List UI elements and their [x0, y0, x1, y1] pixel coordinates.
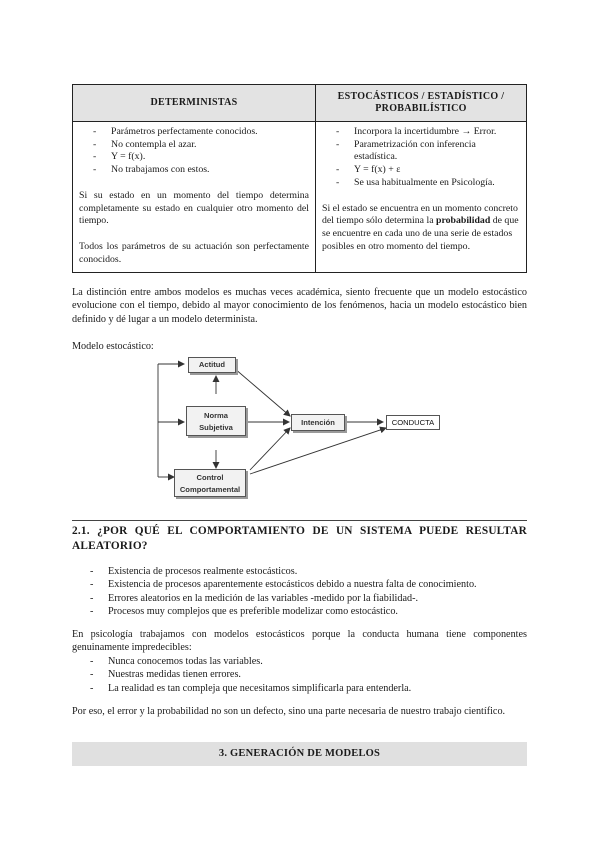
unpredictability-reasons [72, 655, 527, 695]
list-item: - No trabajamos con estos. [79, 164, 309, 177]
header-deterministas: DETERMINISTAS [73, 85, 316, 122]
actitud-box: Actitud [188, 357, 236, 373]
psychology-paragraph: En psicología trabajamos con modelos estocásticos porque la conducta humana tiene componentes genuinamente impredecibles: [72, 629, 527, 654]
header-estocasticos: ESTOCÁSTICOS / ESTADÍSTICO / PROBABILÍSTICO [316, 85, 527, 122]
random-behavior-reasons [72, 565, 527, 618]
conducta-box: CONDUCTA [386, 415, 440, 430]
models-comparison-table [72, 84, 527, 273]
list-item: - Existencia de procesos aparentemente estocásticos debido a nuestra falta de conocimiento. [72, 578, 527, 591]
list-item: - Y = f(x). [79, 151, 309, 164]
list-item: - Procesos muy complejos que es preferible modelizar como estocástico. [72, 605, 527, 618]
list-item: - Y = f(x) + ε [322, 164, 520, 177]
list-item: - Existencia de procesos realmente estocásticos. [72, 565, 527, 578]
list-item: - Errores aleatorios en la medición de las variables -medido por la fiabilidad-. [72, 592, 527, 605]
list-item: - Incorpora la incertidumbre → Error. [322, 126, 520, 139]
deterministas-parameters: Todos los parámetros de su actuación son perfectamente conocidos. [79, 241, 309, 265]
deterministas-cell [73, 122, 316, 273]
section-3-title: 3. GENERACIÓN DE MODELOS [72, 742, 527, 766]
section-divider [72, 520, 527, 521]
diagram-label: Modelo estocástico: [72, 341, 154, 352]
intencion-box: Intención [291, 414, 345, 431]
list-item: - Parametrización con inferencia estadística. [322, 139, 520, 164]
estocasticos-cell [316, 122, 527, 273]
list-item: - La realidad es tan compleja que necesitamos simplificarla para entenderla. [72, 682, 527, 695]
closing-paragraph: Por eso, el error y la probabilidad no son un defecto, sino una parte necesaria de nuestro trabajo científico. [72, 706, 506, 717]
norma-subjetiva-box: Norma Subjetiva [186, 406, 246, 436]
intro-paragraph: La distinción entre ambos modelos es muchas veces académica, siento frecuente que un modelo estocástico evolucione con el tiempo, debido al mayor conocimiento de los fenómenos, hacia un modelo estocástico bien definido y dé lugar a un modelo determinista. [72, 287, 527, 325]
control-comportamental-box: Control Comportamental [174, 469, 246, 497]
section-2-1-title: 2.1. ¿POR QUÉ EL COMPORTAMIENTO DE UN SISTEMA PUEDE RESULTAR ALEATORIO? [72, 525, 527, 552]
deterministas-definition: Si su estado en un momento del tiempo determina completamente su estado en cualquier otro momento del tiempo. [79, 189, 309, 227]
probabilidad-emphasis: probabilidad [436, 215, 491, 227]
list-item: - Se usa habitualmente en Psicología. [322, 177, 520, 190]
estocasticos-definition: Si el estado se encuentra en un momento concreto del tiempo sólo determina la probabilidad de que se encuentre en cada uno de una serie de estados posibles en otro momento del tiempo. [322, 202, 519, 252]
estocasticos-list [322, 126, 520, 190]
list-item: - Parámetros perfectamente conocidos. [79, 126, 309, 139]
list-item: - Nuestras medidas tienen errores. [72, 668, 527, 681]
list-item: - No contempla el azar. [79, 139, 309, 152]
stochastic-model-diagram [150, 352, 450, 502]
list-item: - Nunca conocemos todas las variables. [72, 655, 527, 668]
deterministas-list [79, 126, 309, 177]
